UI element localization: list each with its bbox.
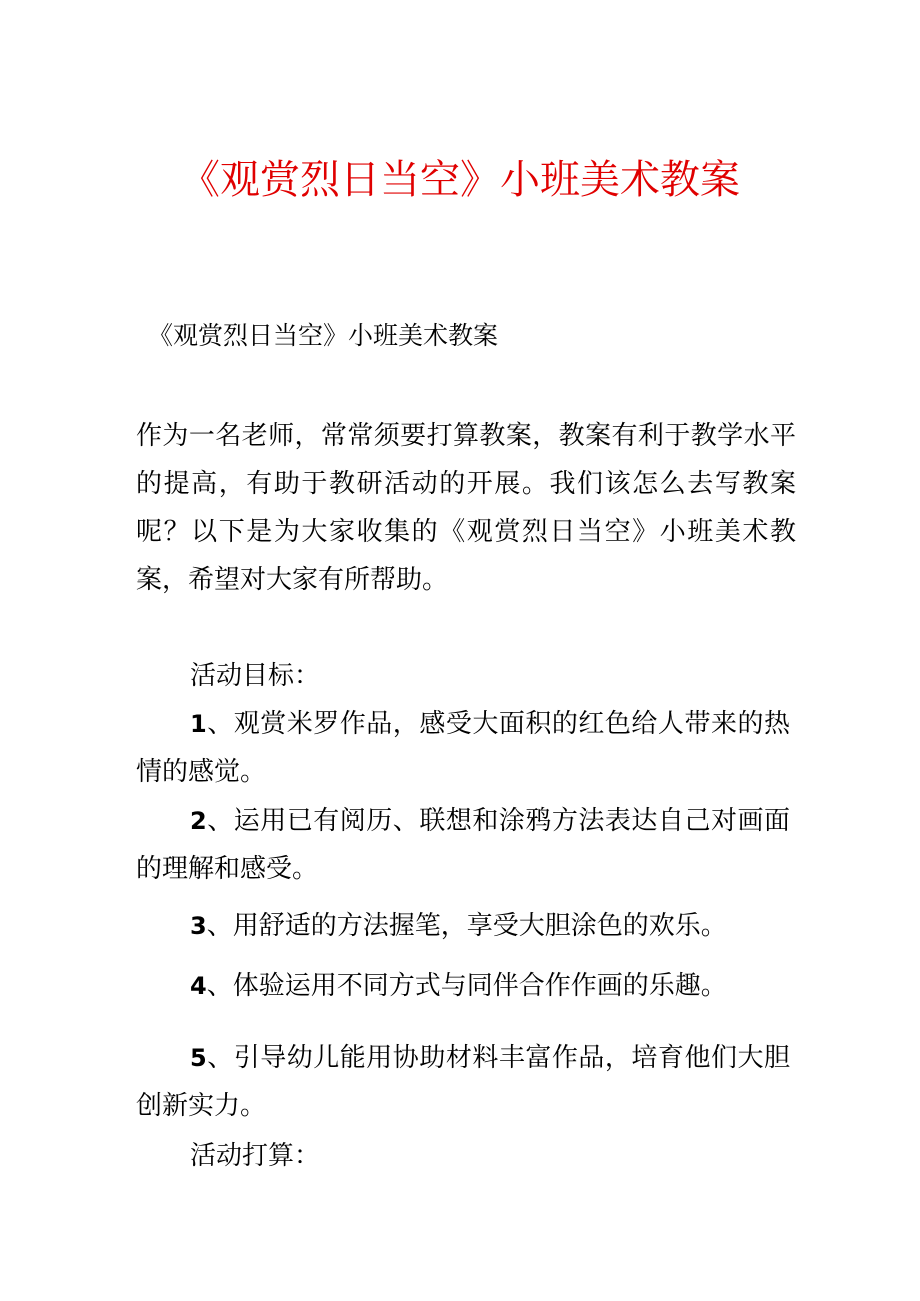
goals-heading: 活动目标： (190, 661, 321, 691)
goal-number: 3 (190, 912, 207, 940)
goal-item (136, 902, 790, 950)
goal-item (136, 962, 790, 1010)
goal-item (136, 1034, 790, 1130)
document-title: 《观赏烈日当空》小班美术教案 (180, 157, 740, 203)
goal-number: 4 (190, 972, 207, 1000)
goal-text: 、体验运用不同方式与同伴合作作画的乐趣。 (206, 971, 727, 1001)
goal-number: 5 (190, 1044, 207, 1072)
goal-text: 、用舒适的方法握笔，享受大胆涂色的欢乐。 (206, 911, 727, 941)
intro-paragraph: 作为一名老师，常常须要打算教案，教案有利于教学水平的提高，有助于教研活动的开展。我们该怎么去写教案呢？以下是为大家收集的《观赏烈日当空》小班美术教案，希望对大家有所帮助。 (136, 421, 796, 595)
goal-number: 2 (190, 807, 207, 835)
goal-text: 、观赏米罗作品，感受大面积的红色给人带来的热情的感觉。 (136, 709, 790, 787)
goal-text: 、引导幼儿能用协助材料丰富作品，培育他们大胆创新实力。 (136, 1043, 790, 1121)
document-subtitle: 《观赏烈日当空》小班美术教案 (148, 321, 499, 350)
goal-item (136, 700, 790, 796)
goal-number: 1 (190, 710, 207, 738)
goal-text: 、运用已有阅历、联想和涂鸦方法表达自己对画面的理解和感受。 (136, 806, 790, 884)
goal-item (136, 797, 790, 893)
preparation-heading: 活动打算： (190, 1141, 321, 1171)
